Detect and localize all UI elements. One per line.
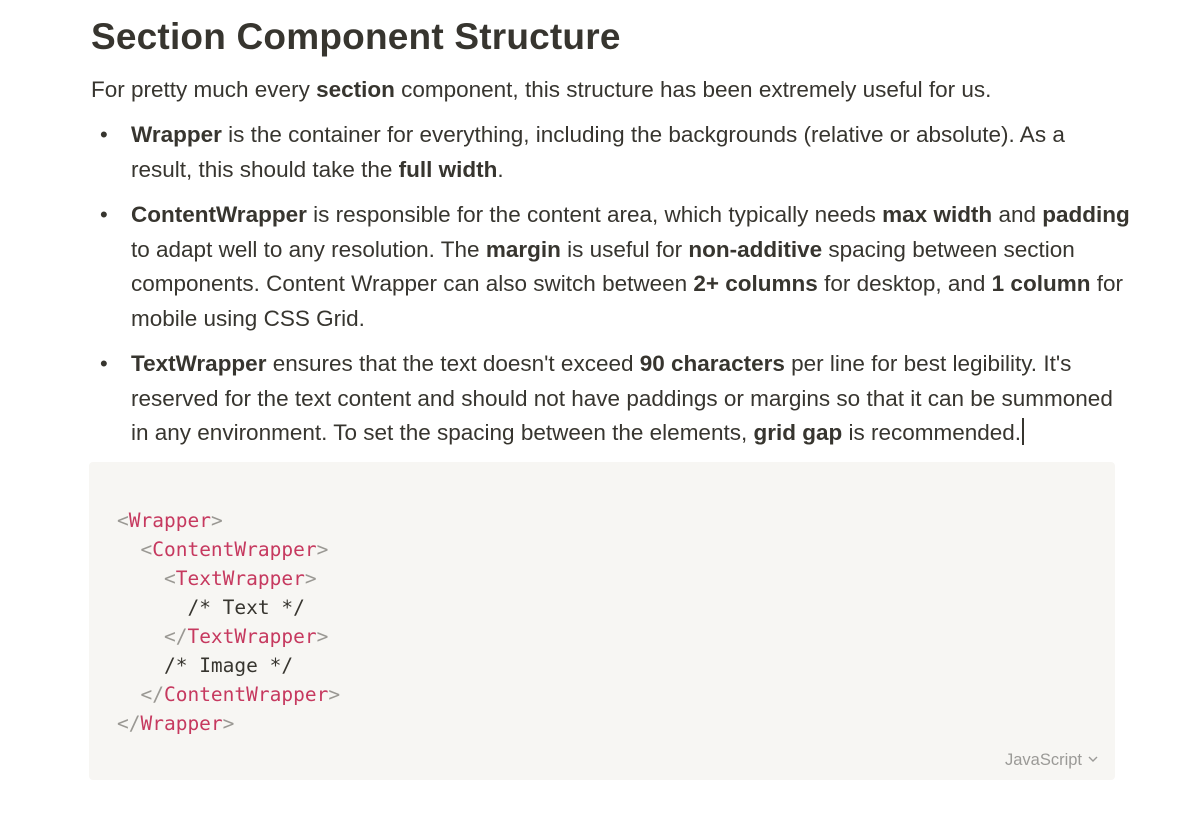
code-tag-name: ContentWrapper <box>163 683 329 706</box>
text: for desktop, and <box>817 271 992 296</box>
code-line <box>117 564 340 593</box>
bold-text: TextWrapper <box>131 351 267 376</box>
text: and <box>992 202 1043 227</box>
bold-text: padding <box>1042 202 1130 227</box>
text: in any environment. To set the spacing between the elements, <box>131 420 754 445</box>
bullet-item[interactable] <box>90 198 1130 336</box>
code-indent <box>117 625 164 648</box>
code-indent <box>117 654 164 677</box>
bullet-dot-icon: • <box>100 351 108 376</box>
bullet-dot-icon: • <box>100 122 108 147</box>
bold-text: max width <box>882 202 993 227</box>
code-bracket: < <box>163 567 176 590</box>
bullet-line <box>131 267 1123 302</box>
intro-bold: section <box>316 77 395 102</box>
code-bracket: > <box>316 625 329 648</box>
bold-text: full width <box>398 156 498 182</box>
text: result, this should take the <box>131 156 399 182</box>
code-indent <box>117 683 140 706</box>
code-tag-name: ContentWrapper <box>152 538 317 561</box>
bullet-line <box>131 198 1130 233</box>
code-tag-name: Wrapper <box>128 509 211 532</box>
bullet-line <box>131 347 1116 382</box>
text: components. Content Wrapper can also switch between <box>131 271 694 296</box>
code-block[interactable] <box>89 462 1115 780</box>
code-line <box>117 622 340 651</box>
intro-paragraph[interactable] <box>91 73 1111 107</box>
code-bracket: </ <box>140 683 164 706</box>
text: spacing between section <box>822 236 1075 262</box>
intro-text-end: component, this structure has been extremely useful for us. <box>394 77 992 102</box>
code-tag-name: TextWrapper <box>175 567 305 590</box>
code-tag-name: TextWrapper <box>187 625 317 648</box>
code-indent <box>117 596 187 619</box>
code-tag-name: Wrapper <box>140 712 223 735</box>
bold-text: 2+ columns <box>693 271 818 296</box>
text: to adapt well to any resolution. The <box>131 236 486 262</box>
text: per line for best legibility. It's <box>784 351 1072 376</box>
text: is responsible for the content area, which typically needs <box>306 202 883 227</box>
code-bracket: < <box>140 538 153 561</box>
bullet-item[interactable] <box>90 347 1116 451</box>
code-bracket: > <box>316 538 329 561</box>
code-bracket: > <box>222 712 235 735</box>
bold-text: 1 column <box>991 271 1091 296</box>
intro-text: For pretty much every <box>91 77 317 102</box>
text-cursor <box>1022 418 1024 445</box>
bullet-line <box>131 302 1116 337</box>
code-indent <box>117 567 164 590</box>
bullet-dot-icon: • <box>100 202 108 227</box>
text: is useful for <box>560 236 689 262</box>
bold-text: ContentWrapper <box>131 202 307 227</box>
language-selector[interactable] <box>1005 751 1099 770</box>
code-comment: /* Text */ <box>187 596 305 619</box>
code-bracket: > <box>210 509 223 532</box>
text: ensures that the text doesn't exceed <box>266 351 640 376</box>
code-line <box>117 593 340 622</box>
code-bracket: </ <box>117 712 141 735</box>
bullet-line <box>131 153 1116 188</box>
code-bracket: > <box>304 567 317 590</box>
code-line <box>117 680 340 709</box>
text: is recommended. <box>842 420 1022 445</box>
bullet-item[interactable] <box>90 118 1116 187</box>
chevron-down-icon <box>1087 751 1099 770</box>
bold-text: margin <box>485 236 561 262</box>
code-line <box>117 535 340 564</box>
bullet-list <box>90 118 1130 462</box>
text: is the container for everything, including the backgrounds (relative or absolute). As a <box>221 122 1065 147</box>
bold-text: non-additive <box>688 236 823 262</box>
code-line <box>117 506 340 535</box>
text: . <box>497 156 504 182</box>
code-line <box>117 651 340 680</box>
bullet-line <box>131 233 1116 268</box>
code-content[interactable] <box>117 506 340 738</box>
text: mobile using CSS Grid. <box>131 305 365 331</box>
bold-text: grid gap <box>753 420 843 445</box>
bold-text: Wrapper <box>131 122 222 147</box>
page-heading[interactable]: Section Component Structure <box>91 16 621 57</box>
text: for <box>1090 271 1123 296</box>
text: reserved for the text content and should not have paddings or margins so that it can be summoned <box>131 385 1113 411</box>
code-comment: /* Image */ <box>163 654 294 677</box>
language-label: JavaScript <box>1004 751 1082 769</box>
code-line <box>117 709 340 738</box>
bullet-line <box>131 118 1116 153</box>
code-indent <box>117 538 140 561</box>
bold-text: 90 characters <box>639 351 785 376</box>
bullet-line <box>131 416 1116 451</box>
bullet-line <box>131 382 1116 417</box>
code-bracket: < <box>117 509 129 532</box>
code-bracket: </ <box>163 625 188 648</box>
code-bracket: > <box>328 683 341 706</box>
